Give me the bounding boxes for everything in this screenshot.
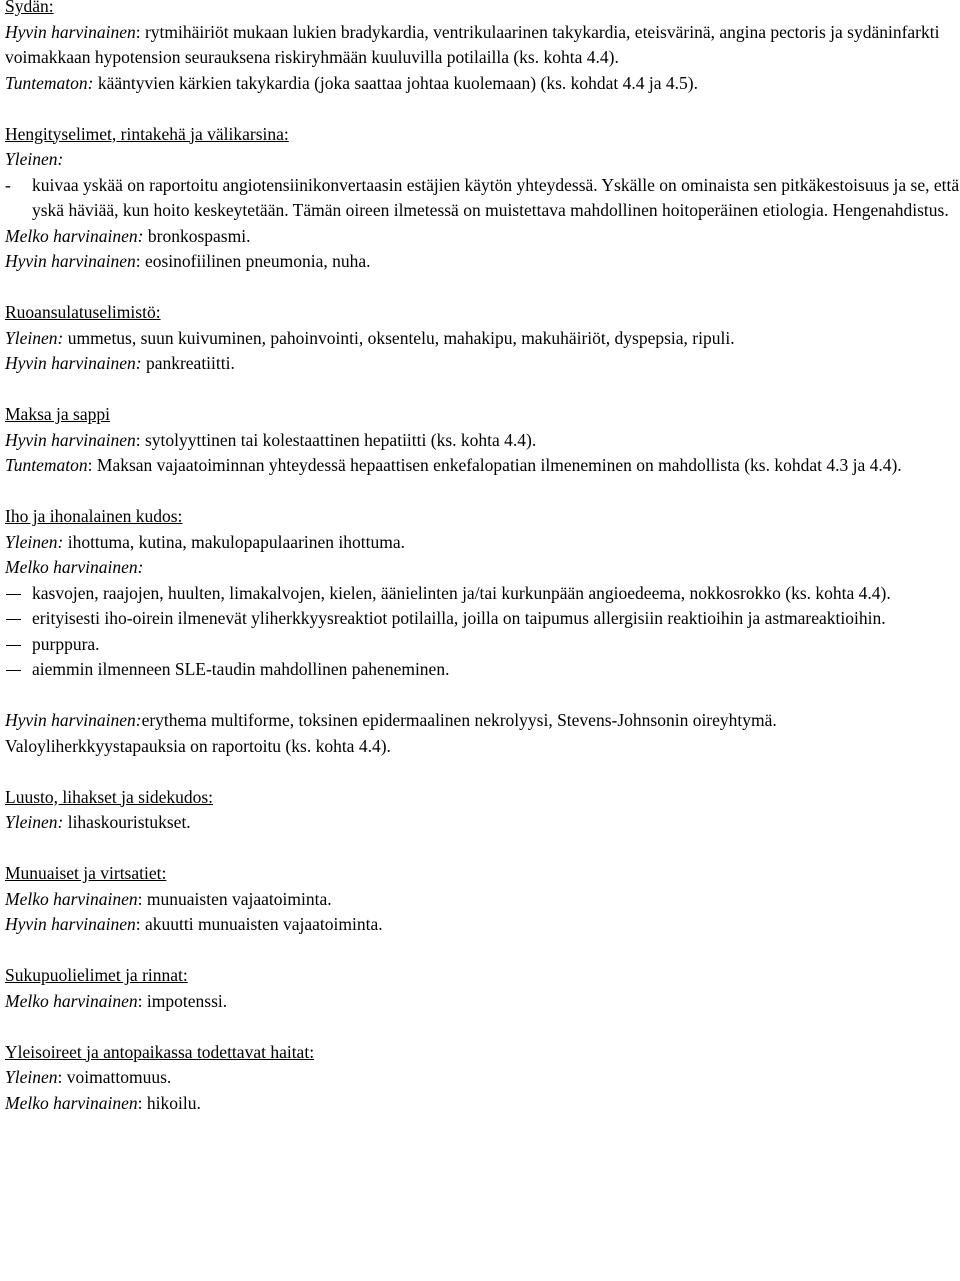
list-item: [5, 173, 960, 224]
paragraph-text: : munuaisten vajaatoiminta.: [137, 888, 332, 909]
section-heading: Sukupuolielimet ja rinnat:: [5, 965, 188, 985]
frequency-term: Melko harvinainen:: [5, 557, 144, 577]
section-general: [5, 1040, 960, 1117]
frequency-term: Yleinen:: [5, 812, 64, 832]
paragraph-text: : rytmihäiriöt mukaan lukien bradykardia, ventrikulaarinen takykardia, eteisvärinä, angina pectoris ja sydäninfarkti voimakkaan hypotension seurauksena riskiryhmään kuuluvilla potilailla (ks. kohta 4.4).: [5, 21, 940, 67]
list-item: [5, 632, 960, 658]
section-musculoskeletal: [5, 785, 960, 836]
frequency-term: Hyvin harvinainen: [5, 914, 136, 934]
section-heart: [5, 0, 960, 96]
frequency-term: Hyvin harvinainen: [5, 251, 136, 271]
paragraph: [5, 1065, 960, 1091]
paragraph: [5, 71, 960, 97]
section-heading: Ruoansulatuselimistö:: [5, 302, 161, 322]
paragraph-text: erythema multiforme, toksinen epidermaalinen nekrolyysi, Stevens-Johnsonin oireyhtymä.: [141, 710, 777, 730]
bullet-list: [5, 173, 960, 224]
paragraph: [5, 453, 960, 479]
paragraph: [5, 810, 960, 836]
list-item-text: kasvojen, raajojen, huulten, limakalvojen, kielen, äänielinten ja/tai kurkunpään angioedeema, nokkosrokko (ks. kohta 4.4).: [32, 582, 891, 603]
section-heading: Maksa ja sappi: [5, 404, 110, 424]
paragraph-text: ihottuma, kutina, makulopapulaarinen ihottuma.: [63, 531, 405, 552]
paragraph-text: : Maksan vajaatoiminnan yhteydessä hepaattisen enkefalopatian ilmeneminen on mahdollista (ks. kohdat 4.3 ja 4.4).: [87, 455, 902, 475]
section-heading: Yleisoireet ja antopaikassa todettavat haitat:: [5, 1041, 315, 1062]
frequency-term: Hyvin harvinainen: [5, 429, 136, 450]
section-heading: Hengityselimet, rintakehä ja välikarsina:: [5, 123, 289, 144]
paragraph-text: lihaskouristukset.: [63, 812, 191, 832]
paragraph: [5, 1091, 960, 1117]
frequency-term: Hyvin harvinainen:: [5, 353, 142, 373]
list-item: [5, 581, 960, 607]
frequency-term: Hyvin harvinainen:: [5, 710, 142, 730]
paragraph: [5, 530, 960, 556]
paragraph-text: : hikoilu.: [137, 1092, 201, 1113]
paragraph-text: : voimattomuus.: [57, 1067, 172, 1087]
paragraph-text: kääntyvien kärkien takykardia (joka saattaa johtaa kuolemaan) (ks. kohdat 4.4 ja 4.5).: [93, 72, 698, 93]
dash-marker-icon: [6, 645, 21, 646]
section-renal: [5, 861, 960, 938]
list-item-text: kuivaa yskää on raportoitu angiotensiinikonvertaasin estäjien käytön yhteydessä. Yskälle on ominaista sen pitkäkestoisuus ja se, että yskä häviää, kun hoito keskeytetään. Tämän oireen ilmetessä on muistettava mahdollinen hoitoperäinen etiologia. Hengenahdistus.: [32, 174, 960, 220]
section-heading: Luusto, lihakset ja sidekudos:: [5, 786, 214, 807]
dash-marker-icon: [6, 670, 21, 671]
section-heading: Sydän:: [5, 0, 54, 16]
section-reproductive: [5, 963, 960, 1014]
frequency-term: Yleinen:: [5, 531, 64, 552]
paragraph-text: bronkospasmi.: [143, 225, 251, 246]
paragraph: [5, 20, 960, 71]
paragraph: Valoyliherkkyystapauksia on raportoitu (ks. kohta 4.4).: [5, 735, 391, 756]
paragraph: [5, 989, 960, 1015]
frequency-term: Yleinen:: [5, 327, 64, 348]
frequency-term: Hyvin harvinainen: [5, 21, 136, 42]
section-heading: Munuaiset ja virtsatiet:: [5, 863, 167, 883]
dash-list: [5, 581, 960, 683]
section-heading: Iho ja ihonalainen kudos:: [5, 506, 183, 526]
paragraph: [5, 428, 960, 454]
frequency-term: Yleinen: [5, 1067, 58, 1087]
frequency-term: Melko harvinainen: [5, 1092, 138, 1113]
section-respiratory: [5, 122, 960, 275]
frequency-term: Melko harvinainen: [5, 888, 138, 909]
frequency-term: Tuntematon: [5, 455, 88, 475]
section-gi: [5, 300, 960, 377]
section-skin: [5, 504, 960, 759]
paragraph-text: : sytolyyttinen tai kolestaattinen hepatiitti (ks. kohta 4.4).: [135, 429, 537, 450]
dash-marker-icon: [6, 594, 21, 595]
list-item-text: aiemmin ilmenneen SLE-taudin mahdollinen paheneminen.: [32, 659, 450, 679]
paragraph: [5, 912, 960, 938]
hyphen-marker: -: [5, 174, 11, 195]
list-item-text: erityisesti iho-oirein ilmenevät yliherkkyysreaktiot potilailla, joilla on taipumus allergisiin reaktioihin ja astmareaktioihin.: [32, 608, 886, 628]
paragraph-text: ummetus, suun kuivuminen, pahoinvointi, oksentelu, mahakipu, makuhäiriöt, dyspepsia, ripuli.: [63, 327, 735, 348]
list-item: [5, 606, 960, 632]
frequency-term: Yleinen:: [5, 149, 64, 169]
dash-marker-icon: [6, 619, 21, 620]
paragraph: [5, 351, 960, 377]
paragraph-text: pankreatiitti.: [141, 353, 235, 373]
list-item-text: purppura.: [32, 633, 100, 654]
section-liver: [5, 402, 960, 479]
frequency-term: Melko harvinainen: [5, 990, 138, 1011]
paragraph: [5, 708, 960, 734]
paragraph: [5, 887, 960, 913]
paragraph: [5, 326, 960, 352]
paragraph: [5, 249, 960, 275]
list-item: [5, 657, 960, 683]
paragraph-text: : impotenssi.: [137, 990, 228, 1011]
paragraph-text: : akuutti munuaisten vajaatoiminta.: [135, 914, 383, 934]
paragraph: [5, 224, 960, 250]
frequency-term: Melko harvinainen:: [5, 225, 144, 246]
frequency-term: Tuntematon:: [5, 72, 94, 93]
paragraph-text: : eosinofiilinen pneumonia, nuha.: [135, 251, 371, 271]
